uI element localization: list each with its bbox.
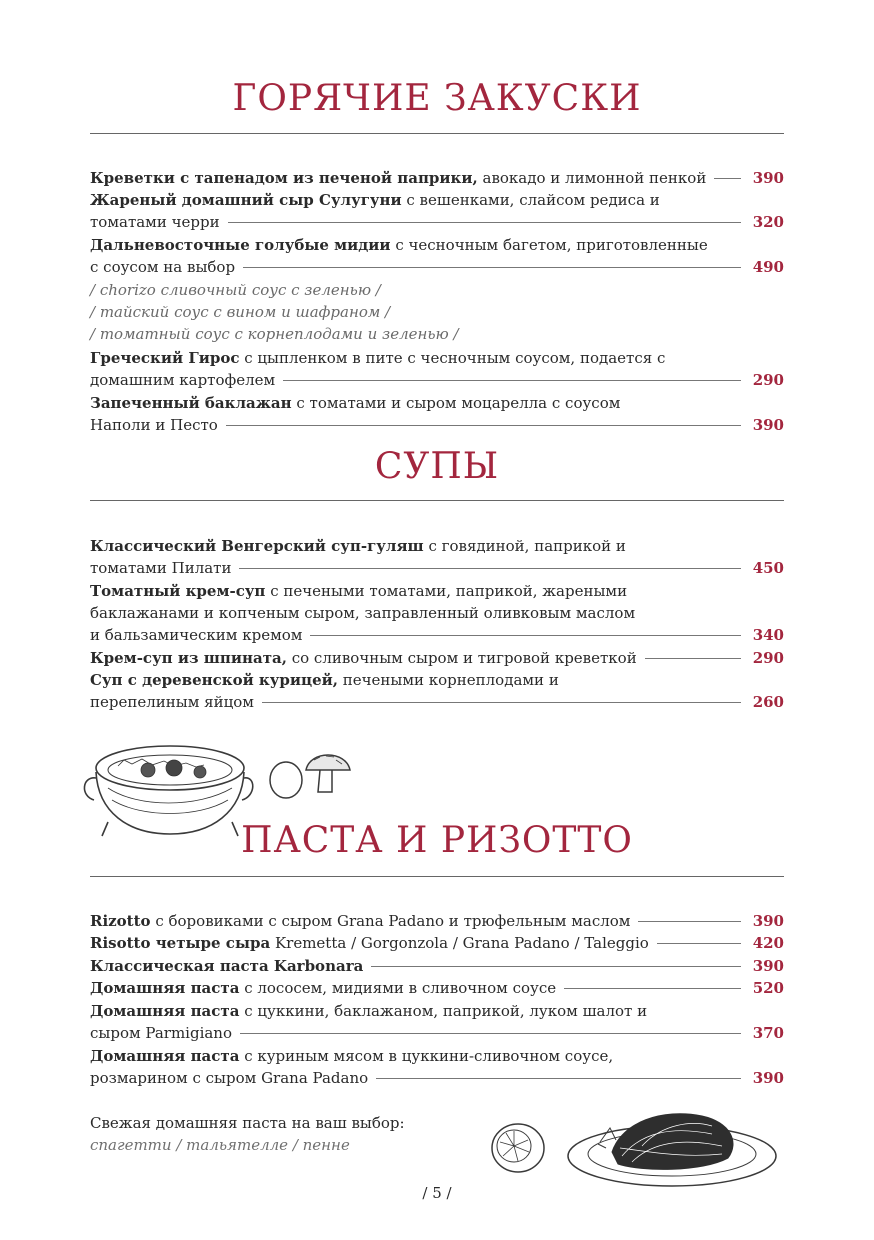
- section-title-pasta: ПАСТА И РИЗОТТО: [241, 820, 633, 861]
- price: 390: [752, 169, 784, 187]
- menu-item-line: [90, 1067, 784, 1089]
- dish-name: Домашняя паста: [90, 1002, 240, 1020]
- leader-line: [228, 222, 741, 223]
- menu-item-line: [90, 369, 784, 391]
- leader-line: [564, 988, 741, 989]
- menu-item-line: [90, 669, 784, 691]
- divider: [90, 500, 784, 501]
- dish-name: Rizotto: [90, 912, 151, 930]
- leader-line: [638, 921, 741, 922]
- dish-desc: с томатами и сыром моцарелла с соусом: [291, 394, 621, 412]
- leader-line: [645, 658, 741, 659]
- price: 390: [752, 912, 784, 930]
- dish-name: Суп с деревенской курицей,: [90, 671, 338, 689]
- menu-item-line: [90, 535, 784, 557]
- sauce-option: / chorizo сливочный соус с зеленью /: [90, 281, 381, 299]
- dish-desc: с лососем, мидиями в сливочном соусе: [239, 979, 557, 997]
- pasta-note-title: Свежая домашняя паста на ваш выбор:: [90, 1114, 405, 1132]
- price: 420: [752, 934, 784, 952]
- leader-line: [239, 568, 741, 569]
- dish-desc: с цыпленком в пите с чесночным соусом, подается с: [239, 349, 666, 367]
- dish-name: Крем-суп из шпината,: [90, 649, 287, 667]
- menu-item-line: [90, 211, 784, 233]
- dish-desc: с боровиками с сыром Grana Padano и трюфельным маслом: [150, 912, 631, 930]
- price: 520: [752, 979, 784, 997]
- dish-name: Греческий Гирос: [90, 349, 240, 367]
- menu-item-line: [90, 932, 784, 954]
- menu-item-line: [90, 167, 784, 189]
- dish-name: Жареный домашний сыр Сулугуни: [90, 191, 402, 209]
- dish-desc: с соусом на выбор: [90, 258, 236, 276]
- menu-item-line: [90, 602, 784, 624]
- menu-item-line: [90, 977, 784, 999]
- dish-name: Запеченный баклажан: [90, 394, 292, 412]
- price: 320: [752, 213, 784, 231]
- price: 390: [752, 957, 784, 975]
- dish-name: Классический Венгерский суп-гуляш: [90, 537, 424, 555]
- dish-desc: с цуккини, баклажаном, паприкой, луком шалот и: [239, 1002, 648, 1020]
- leader-line: [310, 635, 741, 636]
- price: 370: [752, 1024, 784, 1042]
- divider: [90, 133, 784, 134]
- dish-name: Домашняя паста: [90, 979, 240, 997]
- sauce-option: / томатный соус с корнеплодами и зеленью /: [90, 325, 459, 343]
- menu-item-line: [90, 624, 784, 646]
- menu-item-line: [90, 392, 784, 414]
- price: 290: [752, 649, 784, 667]
- menu-item-line: [90, 1000, 784, 1022]
- menu-item-line: [90, 691, 784, 713]
- section-title-soups: СУПЫ: [374, 446, 500, 487]
- dish-desc: баклажанами и копченым сыром, заправленный оливковым маслом: [90, 604, 636, 622]
- price: 490: [752, 258, 784, 276]
- page-number: / 5 /: [422, 1184, 452, 1202]
- divider: [90, 876, 784, 877]
- leader-line: [262, 702, 741, 703]
- dish-desc: и бальзамическим кремом: [90, 626, 303, 644]
- pasta-note-options: спагетти / тальятелле / пенне: [90, 1136, 350, 1154]
- dish-desc: с говядиной, паприкой и: [423, 537, 626, 555]
- price: 260: [752, 693, 784, 711]
- dish-desc: с чесночным багетом, приготовленные: [390, 236, 708, 254]
- menu-item-line: [90, 189, 784, 211]
- pasta-plate-illustration: [562, 1102, 786, 1190]
- dish-desc: перепелиным яйцом: [90, 693, 254, 711]
- dish-desc: Наполи и Песто: [90, 416, 218, 434]
- dish-desc: со сливочным сыром и тигровой креветкой: [286, 649, 637, 667]
- leader-line: [657, 943, 741, 944]
- leader-line: [226, 425, 741, 426]
- section-title-hot: ГОРЯЧИЕ ЗАКУСКИ: [232, 78, 642, 119]
- leader-line: [371, 966, 741, 967]
- menu-item-line: [90, 256, 784, 278]
- menu-item-line: [90, 910, 784, 932]
- leader-line: [240, 1033, 741, 1034]
- dish-desc: сыром Parmigiano: [90, 1024, 232, 1042]
- mushroom-egg-illustration: [266, 744, 354, 804]
- price: 390: [752, 1069, 784, 1087]
- menu-item-line: [90, 1022, 784, 1044]
- menu-item-line: [90, 234, 784, 256]
- leader-line: [283, 380, 741, 381]
- menu-item-line: [90, 1045, 784, 1067]
- dish-desc: Kremetta / Gorgonzola / Grana Padano / Taleggio: [270, 934, 649, 952]
- dish-name: Домашняя паста: [90, 1047, 240, 1065]
- dish-desc: томатами черри: [90, 213, 220, 231]
- dish-desc: домашним картофелем: [90, 371, 276, 389]
- menu-item-line: [90, 955, 784, 977]
- dish-desc: томатами Пилати: [90, 559, 232, 577]
- dish-name: Дальневосточные голубые мидии: [90, 236, 391, 254]
- price: 290: [752, 371, 784, 389]
- menu-item-line: [90, 580, 784, 602]
- leader-line: [714, 178, 741, 179]
- price: 450: [752, 559, 784, 577]
- menu-item-line: [90, 557, 784, 579]
- dish-desc: розмарином с сыром Grana Padano: [90, 1069, 369, 1087]
- dish-desc: с вешенками, слайсом редиса и: [401, 191, 660, 209]
- dish-name: Risotto четыре сыра: [90, 934, 271, 952]
- leader-line: [243, 267, 741, 268]
- lemon-illustration: [486, 1116, 550, 1176]
- menu-item-line: [90, 347, 784, 369]
- dish-desc: авокадо и лимонной пенкой: [477, 169, 707, 187]
- dish-desc: с куриным мясом в цуккини-сливочном соусе,: [239, 1047, 614, 1065]
- dish-name: Томатный крем-суп: [90, 582, 266, 600]
- dish-name: Креветки с тапенадом из печеной паприки,: [90, 169, 478, 187]
- dish-desc: с печеными томатами, паприкой, жареными: [265, 582, 628, 600]
- menu-item-line: [90, 414, 784, 436]
- dish-desc: печеными корнеплодами и: [337, 671, 559, 689]
- dish-name: Классическая паста Karbonara: [90, 957, 364, 975]
- price: 390: [752, 416, 784, 434]
- sauce-option: / тайский соус с вином и шафраном /: [90, 303, 391, 321]
- leader-line: [376, 1078, 741, 1079]
- price: 340: [752, 626, 784, 644]
- menu-item-line: [90, 647, 784, 669]
